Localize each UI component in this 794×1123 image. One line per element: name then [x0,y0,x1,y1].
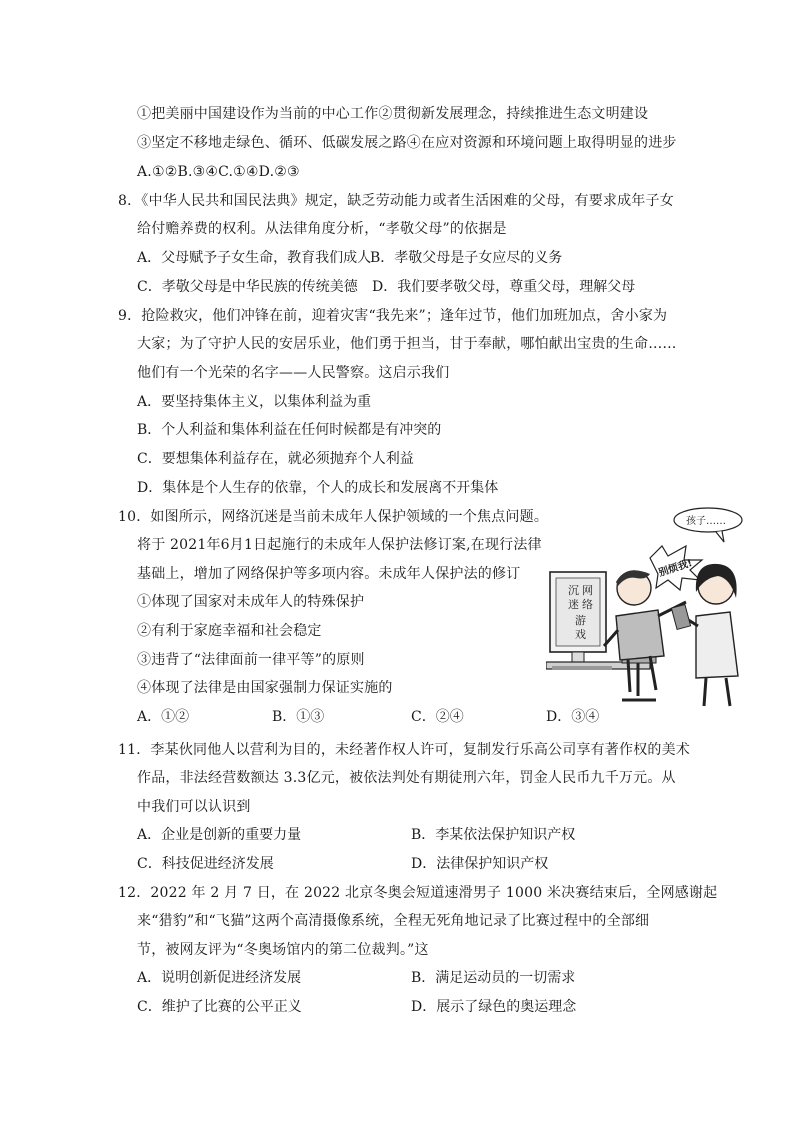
q10-item-2: ②有利于家庭幸福和社会稳定 [137,623,322,639]
q10-option-d: D．③④ [546,709,600,725]
q10-item-1: ①体现了国家对未成年人的特殊保护 [137,594,365,610]
q9-stem-line-3: 他们有一个光荣的名字——人民警察。这启示我们 [137,365,450,381]
screen-char-3: 网 [582,584,593,597]
q7-options: A.①②B.③④C.①④D.②③ [137,164,300,180]
screen-char-5: 游 [575,614,586,627]
q10-stem-line-2: 将于 2021年6月1日起施行的未成年人保护法修订案,在现行法律 [137,537,542,553]
q12-option-c: C．维护了比赛的公平正义 [137,999,302,1015]
q11-stem-line-3: 中我们可以认识到 [137,799,251,815]
q12-option-d: D．展示了绿色的奥运理念 [411,999,577,1015]
q12-stem-line-2: 来“猎豹”和“飞猫”这两个高清摄像系统，全程无死角地记录了比赛过程中的全部细 [137,913,650,929]
q12-option-b: B．满足运动员的一切需求 [411,970,576,986]
q10-option-b: B．①③ [272,709,325,725]
shout-text: 别烦我! [657,557,694,579]
phone-illustration [671,605,690,630]
q10-item-4: ④体现了法律是由国家强制力保证实施的 [137,680,393,696]
q8-option-d: D．我们要孝敬父母，尊重父母，理解父母 [372,279,636,295]
screen-char-1: 沉 [568,584,579,597]
q10-stem-line-1: 10．如图所示，网络沉迷是当前未成年人保护领域的一个焦点问题。 [118,509,549,525]
internet-addiction-cartoon [546,506,746,712]
q9-option-c: C．要想集体利益存在，就必须抛弃个人利益 [137,451,414,467]
q11-option-c: C．科技促进经济发展 [137,856,274,872]
q10-stem-line-3: 基础上，增加了网络保护等多项内容。未成年人保护法的修订 [137,566,521,582]
boy-figure [604,570,686,692]
screen-char-6: 戏 [575,628,586,641]
q12-stem-line-3: 节，被网友评为“冬奥场馆内的第二位裁判。”这 [137,942,429,958]
screen-char-4: 络 [582,598,593,611]
q10-option-a: A．①② [137,709,190,725]
q7-line-1: ①把美丽中国建设作为当前的中心工作②贯彻新发展理念，持续推进生态文明建设 [137,106,649,122]
q8-option-a: A．父母赋予子女生命，教育我们成人 [137,250,372,266]
q11-stem-line-2: 作品，非法经营数额达 3.3亿元，被依法判处有期徒刑六年，罚金人民币九千万元。从 [137,770,676,786]
q9-option-d: D．集体是个人生存的依靠，个人的成长和发展离不开集体 [137,480,499,496]
q9-stem-line-2: 大家；为了守护人民的安居乐业，他们勇于担当，甘于奉献，哪怕献出宝贵的生命…… [137,336,677,352]
q11-option-a: A．企业是创新的重要力量 [137,827,302,843]
q8-option-b: B．孝敬父母是子女应尽的义务 [370,250,563,266]
q7-line-2: ③坚定不移地走绿色、循环、低碳发展之路④在应对资源和环境问题上取得明显的进步 [137,135,677,151]
q12-stem-line-1: 12．2022 年 2 月 7 日，在 2022 北京冬奥会短道速滑男子 1000 米决赛结束后，全网感谢起 [118,885,718,901]
q11-option-d: D．法律保护知识产权 [411,856,549,872]
q11-option-b: B．李某依法保护知识产权 [411,827,576,843]
q9-stem-line-1: 9．抢险救灾，他们冲锋在前，迎着灾害“我先来”；逢年过节，他们加班加点，舍小家为 [118,308,668,324]
q10-option-c: C．②④ [411,709,464,725]
q8-stem-line-2: 给付赡养费的权利。从法律角度分析，“孝敬父母”的依据是 [137,221,507,237]
screen-char-2: 迷 [568,598,579,611]
q11-stem-line-1: 11．李某伙同他人以营利为目的，未经著作权人许可，复制发行乐高公司享有著作权的美术 [118,742,691,758]
q9-option-b: B．个人利益和集体利益在任何时候都是有冲突的 [137,422,442,438]
q10-item-3: ③违背了“法律面前一律平等”的原则 [137,652,365,668]
speech-text: 孩子…… [686,516,726,527]
q8-option-c: C．孝敬父母是中华民族的传统美德 [137,279,358,295]
q8-stem-line-1: 8．《中华人民共和国民法典》规定，缺乏劳动能力或者生活困难的父母，有要求成年子女 [118,193,674,209]
q12-option-a: A．说明创新促进经济发展 [137,970,302,986]
q9-option-a: A．要坚持集体主义，以集体利益为重 [137,394,372,410]
